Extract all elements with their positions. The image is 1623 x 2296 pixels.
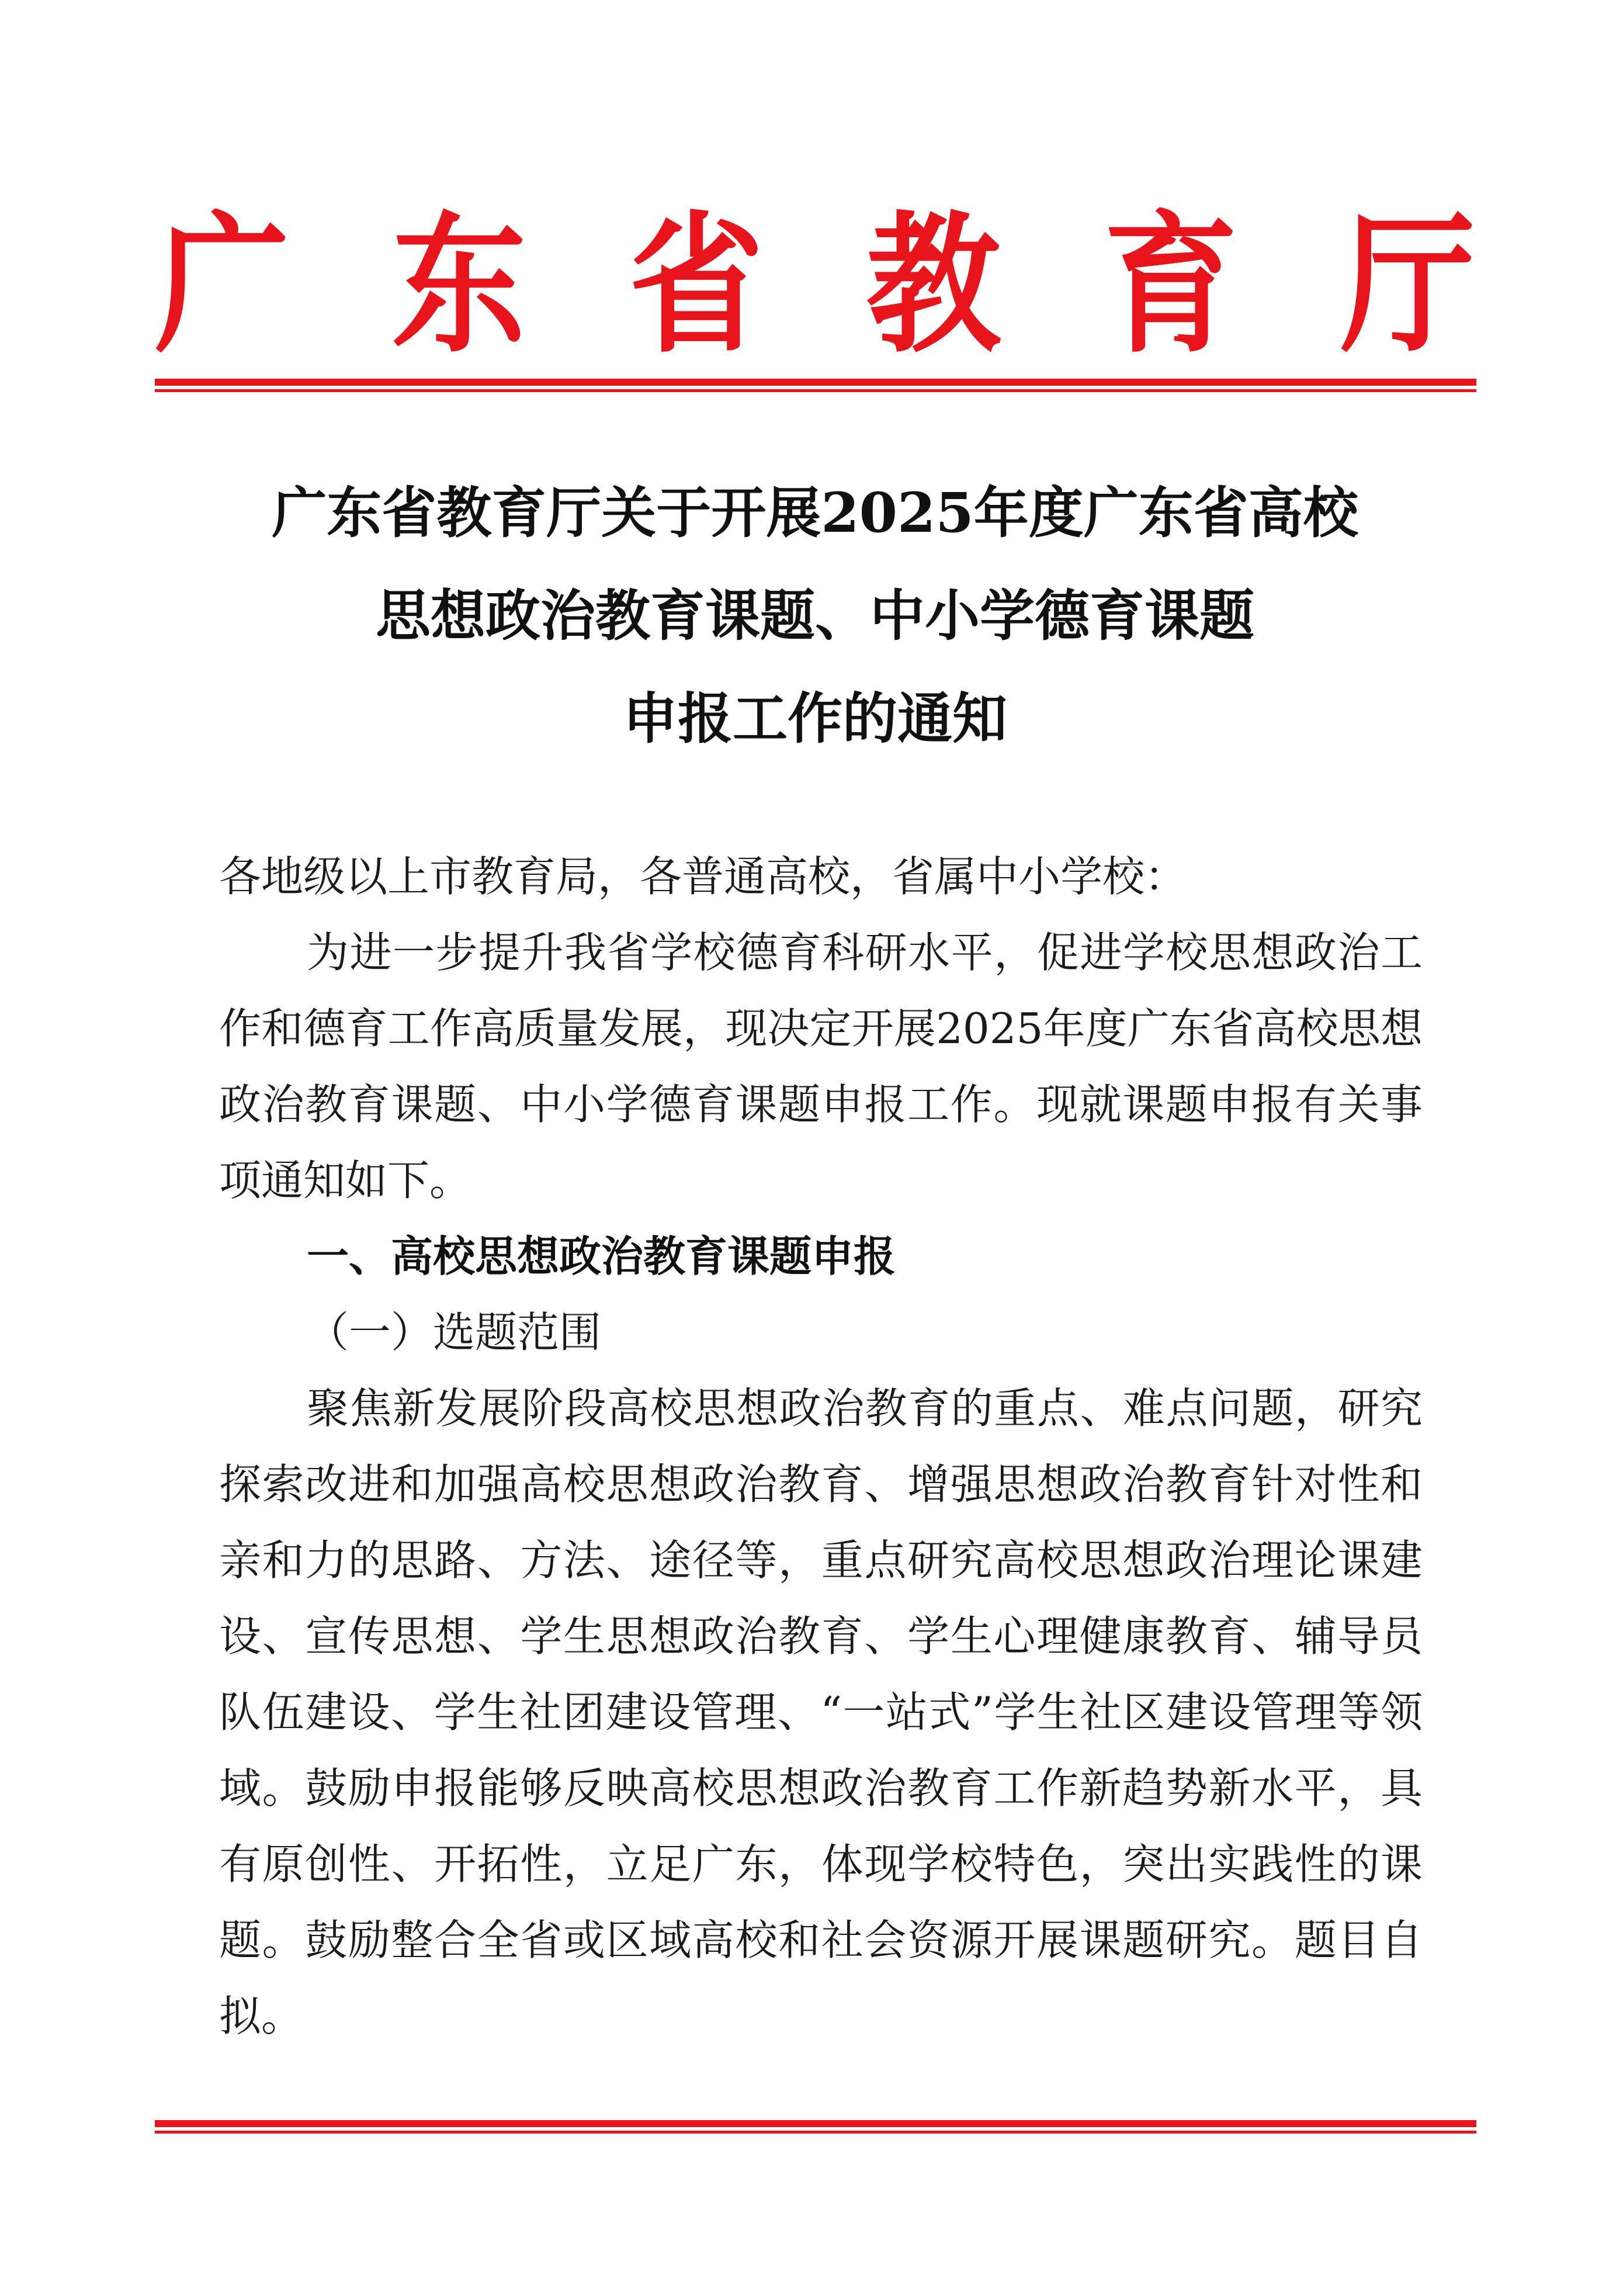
- footer-divider: [155, 2120, 1476, 2134]
- title-line: 思想政治教育课题、中小学德育课题: [375, 584, 1254, 648]
- letterhead-char: 东: [391, 198, 526, 373]
- intro-paragraph: 为进一步提升我省学校德育科研水平，促进学校思想政治工作和德育工作高质量发展，现决定开展2025年度广东省高校思想政治教育课题、中小学德育课题申报工作。现就课题申报有关事项通知如下。: [219, 928, 1423, 1205]
- subsection-heading: （一）选题范围: [307, 1308, 602, 1357]
- letterhead-char: 教: [866, 198, 1001, 373]
- letterhead-divider: [155, 379, 1476, 392]
- title-line: 广东省教育厅关于开展2025年度广东省高校: [272, 481, 1358, 545]
- title-line: 申报工作的通知: [622, 687, 1007, 751]
- letterhead-char: 厅: [1340, 198, 1475, 373]
- salutation: 各地级以上市教育局，各普通高校，省属中小学校：: [219, 852, 1187, 901]
- letterhead: [155, 198, 1475, 373]
- document-title: [155, 462, 1475, 770]
- subsection-paragraph: 聚焦新发展阶段高校思想政治教育的重点、难点问题，研究探索改进和加强高校思想政治教育、增强思想政治教育针对性和亲和力的思路、方法、途径等，重点研究高校思想政治理论课建设、宣传思想、学生思想政治教育、学生心理健康教育、辅导员队伍建设、学生社团建设管理、“一站式”学生社区建设管理等领域。鼓励申报能够反映高校思想政治教育工作新趋势新水平，具有原创性、开拓性，立足广东，体现学校特色，突出实践性的课题。鼓励整合全省或区域高校和社会资源开展课题研究。题目自拟。: [219, 1384, 1423, 2041]
- document-body: [219, 839, 1423, 2054]
- letterhead-char: 广: [155, 198, 290, 373]
- section-heading: 一、高校思想政治教育课题申报: [307, 1232, 896, 1281]
- letterhead-char: 育: [1103, 198, 1238, 373]
- letterhead-char: 省: [629, 198, 764, 373]
